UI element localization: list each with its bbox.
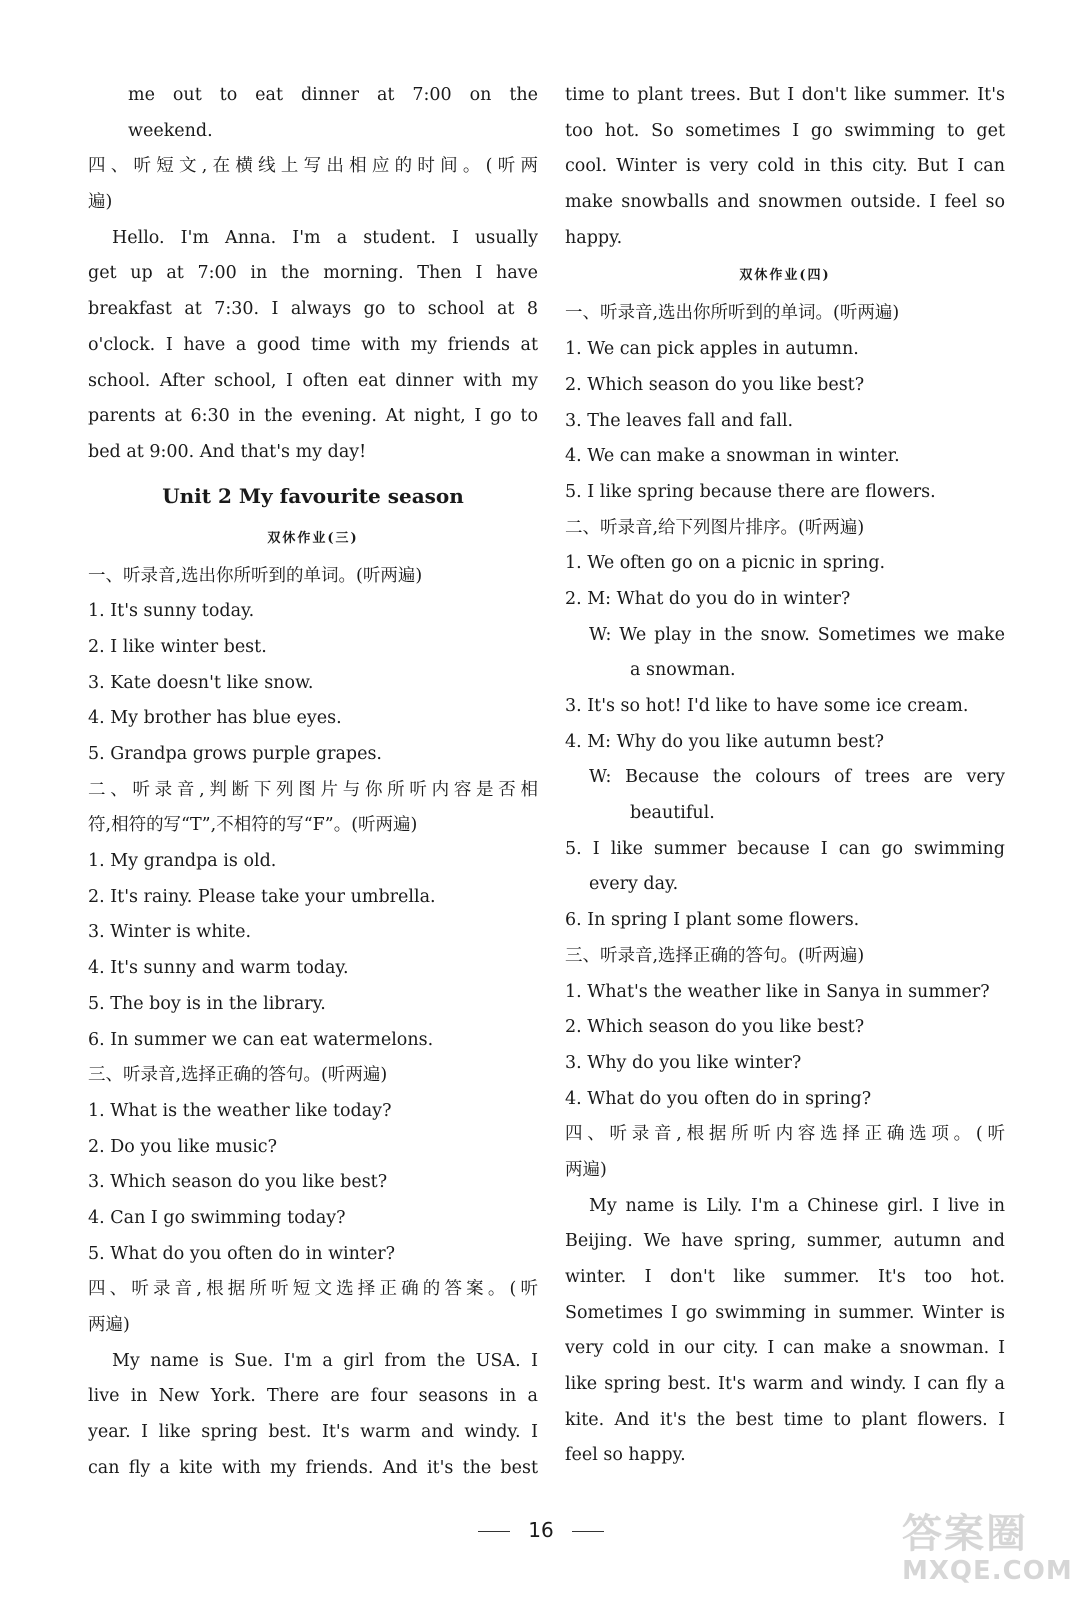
list-item: 2. I like winter best. [88,636,267,657]
passage-line: My name is Lily. I'm a Chinese girl. I live in [589,1195,1005,1216]
passage-line: too hot. So sometimes I go swimming to get [565,120,1005,141]
passage-line: Sometimes I go swimming in summer. Winter is [565,1302,1005,1323]
list-item: 5. Grandpa grows purple grapes. [88,744,382,764]
section-header: 二、听录音,给下列图片排序。(听两遍) [565,517,865,538]
passage-line: time to plant trees. But I don't like summer. It's [565,85,1005,105]
section-header: 四、听短文,在横线上写出相应的时间。(听两 [88,156,538,177]
list-item: 2. M: What do you do in winter? [565,588,851,609]
page-number: 16 [528,1518,554,1542]
passage-line: kite. And it's the best time to plant flowers. I [565,1409,1005,1430]
passage-line: winter. I don't like summer. It's too hot. [565,1267,1005,1287]
list-item: 3. Kate doesn't like snow. [88,672,314,693]
section-header: 四、听录音,根据所听短文选择正确的答案。(听 [88,1279,538,1300]
section-header: 两遍) [88,1315,130,1335]
passage-line: o'clock. I have a good time with my friends at [88,334,538,355]
passage-line: can fly a kite with my friends. And it's the best [88,1457,538,1478]
passage-line: parents at 6:30 in the evening. At night, I go to [88,406,538,427]
passage-line: like spring best. It's warm and windy. I can fly a [565,1374,1005,1395]
list-item: 4. M: Why do you like autumn best? [565,731,885,752]
passage-line: year. I like spring best. It's warm and windy. I [88,1422,538,1443]
right-column [565,78,1005,1474]
list-item: 2. Do you like music? [88,1136,277,1157]
list-item: 4. My brother has blue eyes. [88,708,342,729]
section-header: 两遍) [565,1159,607,1180]
watermark-text: 答案圈 [902,1511,1028,1557]
section-header: 符,相符的写“T”,不相符的写“F”。(听两遍) [88,815,418,836]
section-header: 二、听录音,判断下列图片与你所听内容是否相 [88,779,538,800]
list-item: 5. The boy is in the library. [88,993,326,1014]
list-item: 3. Winter is white. [88,922,252,943]
watermark-url: MXQE.COM [902,1556,1073,1586]
passage-line: breakfast at 7:30. I always go to school at 8 [88,299,538,320]
passage-line: bed at 9:00. And that's my day! [88,441,367,462]
list-item: 6. In spring I plant some flowers. [565,910,860,931]
list-item: 5. I like summer because I can go swimming [565,838,1005,859]
section-header: 三、听录音,选择正确的答句。(听两遍) [88,1065,388,1086]
list-item: 2. Which season do you like best? [565,374,865,395]
passage-line: cool. Winter is very cold in this city. But I can [565,156,1005,177]
divider [572,1531,604,1532]
list-item: 3. The leaves fall and fall. [565,410,794,431]
section-header: 四、听录音,根据所听内容选择正确选项。(听 [565,1124,1005,1145]
passage-line: school. After school, I often eat dinner with my [88,370,538,391]
list-item-continued: W: We play in the snow. Sometimes we make [589,624,1005,645]
list-item: 4. What do you often do in spring? [565,1088,872,1109]
list-item: 1. What's the weather like in Sanya in summer? [565,981,990,1002]
section-header: 一、听录音,选出你所听到的单词。(听两遍) [565,303,900,324]
list-item-continued: a snowman. [630,660,736,681]
list-item: 4. Can I go swimming today? [88,1207,346,1228]
list-item: 2. It's rainy. Please take your umbrella. [88,886,436,907]
list-item: 1. We often go on a picnic in spring. [565,553,886,574]
list-item: 5. What do you often do in winter? [88,1243,396,1264]
list-item-continued: every day. [589,874,679,895]
list-item: 1. We can pick apples in autumn. [565,339,859,360]
passage-line: make snowballs and snowmen outside. I feel so [565,192,1005,213]
divider [478,1531,510,1532]
watermark-logo [902,1512,1072,1592]
text-line: weekend. [128,120,213,141]
list-item-continued: beautiful. [630,803,715,824]
homework-subtitle: 双休作业(三) [267,530,359,546]
list-item-continued: W: Because the colours of trees are very [589,767,1005,788]
passage-line: feel so happy. [565,1445,686,1466]
list-item: 4. We can make a snowman in winter. [565,446,900,467]
passage-line: Hello. I'm Anna. I'm a student. I usually [112,227,538,248]
unit-title: Unit 2 My favourite season [162,483,464,508]
list-item: 3. Which season do you like best? [88,1172,388,1193]
list-item: 6. In summer we can eat watermelons. [88,1029,434,1050]
text-line: me out to eat dinner at 7:00 on the [128,85,538,105]
passage-line: My name is Sue. I'm a girl from the USA. I [112,1350,538,1371]
section-header: 三、听录音,选择正确的答句。(听两遍) [565,945,865,966]
passage-line: very cold in our city. I can make a snowman. I [565,1338,1005,1359]
list-item: 1. My grandpa is old. [88,851,277,872]
section-header: 一、听录音,选出你所听到的单词。(听两遍) [88,565,423,586]
section-header: 遍) [88,192,113,213]
passage-line: live in New York. There are four seasons in a [88,1386,538,1407]
left-column [88,78,538,1486]
list-item: 1. What is the weather like today? [88,1100,392,1121]
list-item: 3. Why do you like winter? [565,1052,802,1073]
list-item: 4. It's sunny and warm today. [88,958,349,979]
passage-line: Beijing. We have spring, summer, autumn and [565,1231,1005,1252]
passage-line: happy. [565,227,623,248]
list-item: 3. It's so hot! I'd like to have some ice cream. [565,696,969,716]
list-item: 5. I like spring because there are flowers. [565,481,936,502]
homework-subtitle: 双休作业(四) [739,268,831,284]
list-item: 2. Which season do you like best? [565,1017,865,1038]
passage-line: get up at 7:00 in the morning. Then I have [88,263,538,284]
list-item: 1. It's sunny today. [88,601,255,622]
